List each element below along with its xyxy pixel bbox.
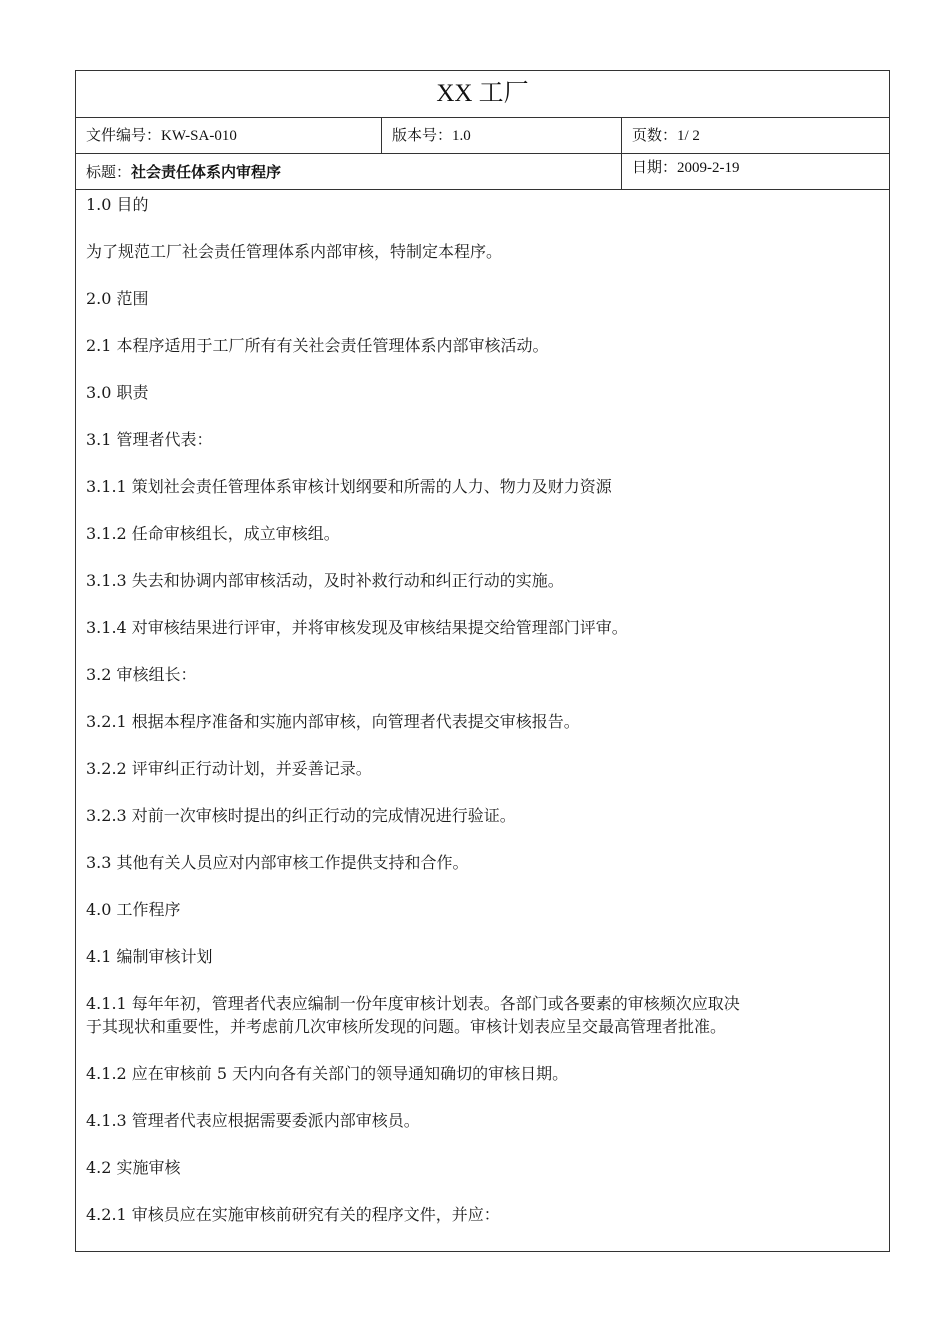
paragraph: 1.0 目的 <box>86 195 149 214</box>
paragraph: 4.1.2 应在审核前 5 天内向各有关部门的领导通知确切的审核日期。 <box>86 1064 569 1083</box>
paragraph: 4.1.1 每年年初，管理者代表应编制一份年度审核计划表。各部门或各要素的审核频次应取决 <box>86 994 740 1013</box>
document-body <box>76 193 889 1226</box>
paragraph: 3.2.1 根据本程序准备和实施内部审核，向管理者代表提交审核报告。 <box>86 712 580 731</box>
paragraph: 为了规范工厂社会责任管理体系内部审核，特制定本程序。 <box>86 242 503 261</box>
title-value: 社会责任体系内审程序 <box>131 163 282 181</box>
paragraph: 4.1.3 管理者代表应根据需要委派内部审核员。 <box>86 1111 420 1130</box>
paragraph: 3.3 其他有关人员应对内部审核工作提供支持和合作。 <box>86 853 469 872</box>
paragraph: 2.0 范围 <box>86 289 149 308</box>
paragraph: 3.1.3 失去和协调内部审核活动，及时补救行动和纠正行动的实施。 <box>86 571 564 590</box>
paragraph: 4.2 实施审核 <box>86 1158 181 1177</box>
doc-date: 日期：2009-2-19 <box>621 154 889 189</box>
paragraph: 4.2.1 审核员应在实施审核前研究有关的程序文件，并应： <box>86 1205 500 1224</box>
meta-row <box>76 118 889 154</box>
paragraph: 3.1.1 策划社会责任管理体系审核计划纲要和所需的人力、物力及财力资源 <box>86 477 612 496</box>
paragraph: 2.1 本程序适用于工厂所有有关社会责任管理体系内部审核活动。 <box>86 336 549 355</box>
paragraph: 4.0 工作程序 <box>86 900 181 919</box>
paragraph: 3.2.2 评审纠正行动计划，并妥善记录。 <box>86 759 372 778</box>
paragraph: 3.2.3 对前一次审核时提出的纠正行动的完成情况进行验证。 <box>86 806 516 825</box>
paragraph: 4.1 编制审核计划 <box>86 947 213 966</box>
paragraph: 3.2 审核组长： <box>86 665 197 684</box>
paragraph: 3.1.2 任命审核组长，成立审核组。 <box>86 524 340 543</box>
paragraph: 3.1.4 对审核结果进行评审，并将审核发现及审核结果提交给管理部门评审。 <box>86 618 628 637</box>
page-count: 页数：1/ 2 <box>621 118 889 153</box>
paragraph: 3.1 管理者代表： <box>86 430 213 449</box>
doc-title <box>76 154 621 189</box>
document-form <box>75 70 890 1252</box>
title-label: 标题： <box>86 165 132 181</box>
doc-number: 文件编号：KW-SA-010 <box>86 128 237 144</box>
title-row <box>76 154 889 190</box>
paragraph-continuation: 于其现状和重要性，并考虑前几次审核所发现的问题。审核计划表应呈交最高管理者批准。 <box>86 1017 727 1036</box>
factory-title: XX 工厂 <box>76 71 889 118</box>
paragraph: 3.0 职责 <box>86 383 149 402</box>
version-number: 版本号：1.0 <box>381 118 621 153</box>
